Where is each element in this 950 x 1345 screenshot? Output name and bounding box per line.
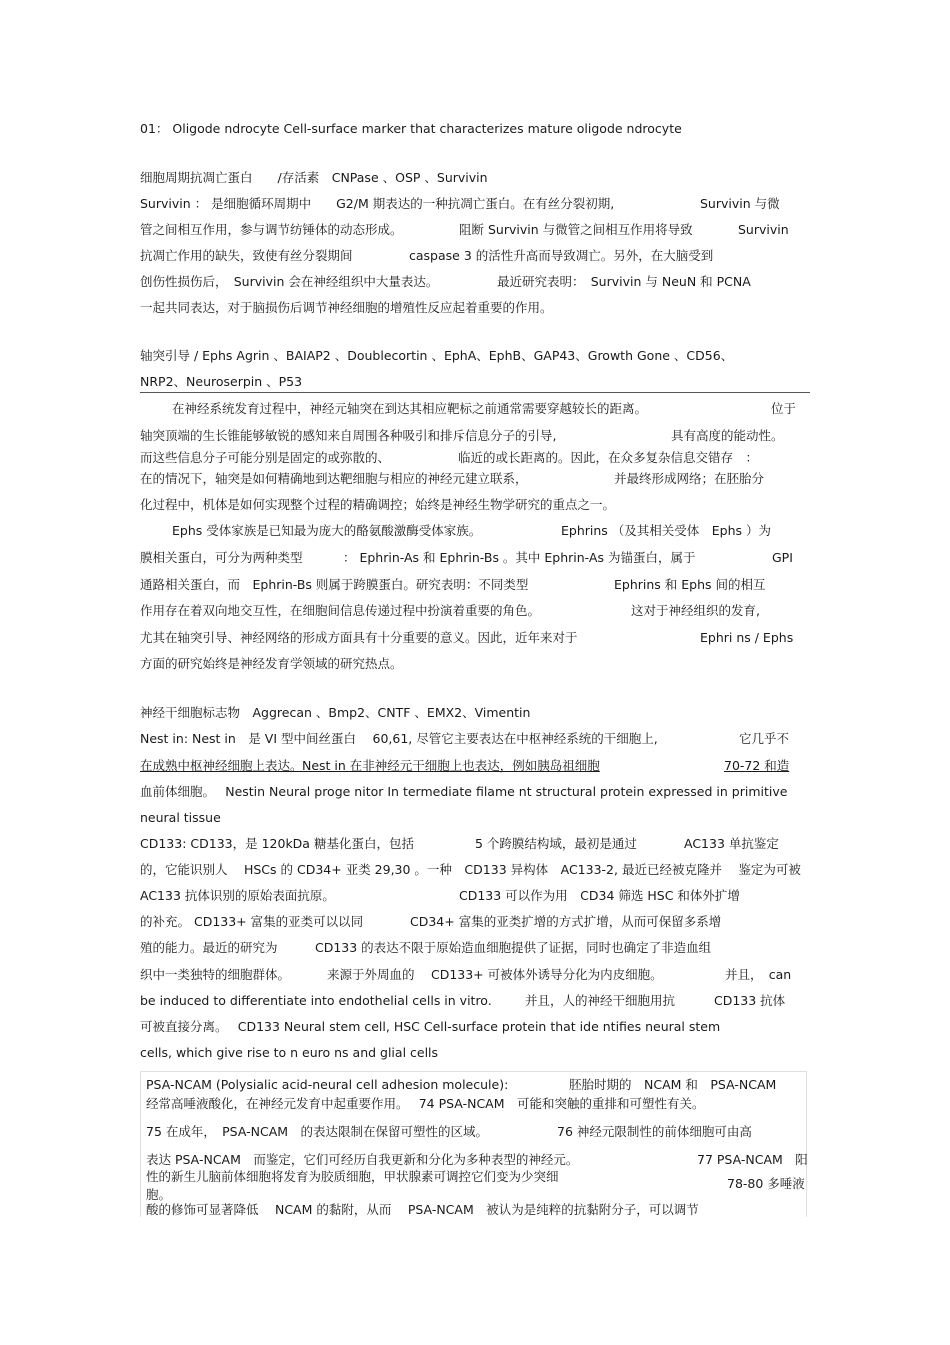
text-line: 5 个跨膜结构域，最初是通过 [475,836,637,851]
text-line: Nest in: Nest in 是 VI 型中间丝蛋白 60,61, 尽管它主要表达在中枢神经系统的干细胞上, [140,731,658,746]
document-heading: 01： Oligode ndrocyte Cell-surface marker that characterizes mature oligode ndrocyte [140,121,682,136]
text-line: 尤其在轴突引导、神经网络的形成方面具有十分重要的意义。因此，近年来对于 [140,630,578,645]
text-line: 作用存在着双向地交互性，在细胞间信息传递过程中扮演着重要的角色。 [140,603,541,618]
text-line: 具有高度的能动性。 [671,428,784,443]
text-line: Survivin [738,222,789,237]
text-line: 它几乎不 [739,731,790,746]
text-line: ： Ephrin-As 和 Ephrin-Bs 。其中 Ephrin-As 为锚蛋白，属于 [343,550,696,565]
section-title-axon-guidance: 轴突引导 / Ephs Agrin 、BAIAP2 、Doublecortin 、EphA、EphB、GAP43、Growth Gone 、CD56、 [140,348,734,363]
text-line: 76 神经元限制性的前体细胞可由高 [557,1124,752,1139]
text-line: 织中一类独特的细胞群体。 [140,967,291,982]
text-line: 经常高唾液酸化，在神经元发育中起重要作用。 74 PSA-NCAM 可能和突触的重排和可塑性有关。 [146,1096,705,1111]
text-line: CD133 可以作为用 CD34 筛选 HSC 和体外扩增 [459,888,740,903]
text-line: 并且， can [725,967,792,982]
text-line: 可被直接分离。 CD133 Neural stem cell, HSC Cell-surface protein that ide ntifies neural stem [140,1019,721,1034]
text-line: 而这些信息分子可能分别是固定的或弥散的、 [140,450,391,465]
text-line: 在神经系统发育过程中，神经元轴突在到达其相应靶标之前通常需要穿越较长的距离。 [172,401,648,416]
divider-line [140,392,810,393]
text-line: GPI [772,550,793,565]
text-line: 的，它能识别人 HSCs 的 CD34+ 亚类 29,30 。一种 CD133 异构体 AC133-2, 最近已经被克隆并 鉴定为可被 [140,862,801,877]
text-line: 来源于外周血的 CD133+ 可被体外诱导分化为内皮细胞。 [327,967,663,982]
text-line: neural tissue [140,810,221,825]
text-line: 75 在成年， PSA-NCAM 的表达限制在保留可塑性的区域。 [146,1124,489,1139]
text-line: 胚胎时期的 NCAM 和 PSA-NCAM [569,1077,777,1092]
text-line: 通路相关蛋白，而 Ephrin-Bs 则属于跨膜蛋白。研究表明：不同类型 [140,577,529,592]
text-line: 酸的修饰可显著降低 NCAM 的黏附，从而 PSA-NCAM 被认为是纯粹的抗黏附分子，可以调节 [146,1202,699,1217]
text-line-underlined: 70-72 和造 [724,758,790,773]
text-line: 性的新生儿脑前体细胞将发育为胶质细胞，甲状腺素可调控它们变为少突细 [146,1169,559,1184]
text-line: 血前体细胞。 Nestin Neural proge nitor In termediate filame nt structural protein expressed in primitive [140,784,788,799]
text-line: Ephs 受体家族是已知最为庞大的酪氨酸激酶受体家族。 [172,523,482,538]
text-line: 在的情况下，轴突是如何精确地到达靶细胞与相应的神经元建立联系， [140,471,528,486]
text-line: caspase 3 的活性升高而导致凋亡。另外，在大脑受到 [409,248,714,263]
text-line: Ephri ns / Ephs [700,630,794,645]
text-line: 化过程中，机体是如何实现整个过程的精确调控；始终是神经生物学研究的重点之一。 [140,497,616,512]
text-line: 位于 [771,401,797,416]
text-line: 表达 PSA-NCAM 而鉴定，它们可经历自我更新和分化为多种表型的神经元。 [146,1152,579,1167]
text-line: 78-80 多唾液 [727,1176,805,1191]
text-line: Ephrins 和 Ephs 间的相互 [614,577,766,592]
text-line: CD133: CD133，是 120kDa 糖基化蛋白，包括 [140,836,414,851]
text-line: Survivin ： 是细胞循环周期中 G2/M 期表达的一种抗凋亡蛋白。在有丝分裂初期, [140,196,615,211]
section-title-stem-cell-markers: 神经干细胞标志物 Aggrecan 、Bmp2、CNTF 、EMX2、Vimentin [140,705,531,720]
text-line: 方面的研究始终是神经发育学领域的研究热点。 [140,656,403,671]
text-line: CD133 抗体 [714,993,786,1008]
text-line: 阻断 Survivin 与微管之间相互作用将导致 [459,222,693,237]
section-title-axon-guidance-cont: NRP2、Neuroserpin 、P53 [140,374,303,389]
text-line: 临近的或长距离的。因此，在众多复杂信息交错存 ： [458,450,759,465]
text-line: 管之间相互作用，参与调节纺锤体的动态形成。 [140,222,403,237]
text-line: 77 PSA-NCAM 阳 [697,1152,808,1167]
text-line-underlined: Nest in 在非神经元干细胞上也表达，例如胰岛祖细胞 [302,758,600,773]
text-line: CD133 的表达不限于原始造血细胞提供了证据，同时也确定了非造血组 [315,940,712,955]
text-line-underlined: 在成熟中枢神经细胞上表达。 [140,758,303,773]
text-line: Ephrins （及其相关受体 Ephs ）为 [561,523,772,538]
text-line: 并且，人的神经干细胞用抗 [525,993,676,1008]
text-line: cells, which give rise to n euro ns and glial cells [140,1045,439,1060]
text-line: PSA-NCAM (Polysialic acid-neural cell adhesion molecule): [146,1077,509,1092]
text-line: 这对于神经组织的发育, [631,603,760,618]
text-line: 膜相关蛋白，可分为两种类型 [140,550,303,565]
text-line: 殖的能力。最近的研究为 [140,940,278,955]
text-line: 并最终形成网络；在胚胎分 [614,471,765,486]
text-line: 胞。 [146,1187,172,1202]
section-title-apoptosis: 细胞周期抗凋亡蛋白 /存活素 CNPase 、OSP 、Survivin [140,170,488,185]
text-line: Survivin 与微 [700,196,780,211]
text-line: 抗凋亡作用的缺失，致使有丝分裂期间 [140,248,353,263]
text-line: 一起共同表达，对于脑损伤后调节神经细胞的增殖性反应起着重要的作用。 [140,300,553,315]
text-line: CD34+ 富集的亚类扩增的方式扩增，从而可保留多系增 [410,914,722,929]
psa-ncam-box [140,1071,807,1217]
text-line: 创伤性损伤后， Survivin 会在神经组织中大量表达。 [140,274,439,289]
text-line: 的补充。 CD133+ 富集的亚类可以以同 [140,914,364,929]
text-line: AC133 抗体识别的原始表面抗原。 [140,888,335,903]
text-line: 轴突顶端的生长锥能够敏锐的感知来自周围各种吸引和排斥信息分子的引导, [140,428,557,443]
text-line: 最近研究表明： Survivin 与 NeuN 和 PCNA [497,274,751,289]
text-line: be induced to differentiate into endothelial cells in vitro. [140,993,492,1008]
text-line: AC133 单抗鉴定 [684,836,779,851]
